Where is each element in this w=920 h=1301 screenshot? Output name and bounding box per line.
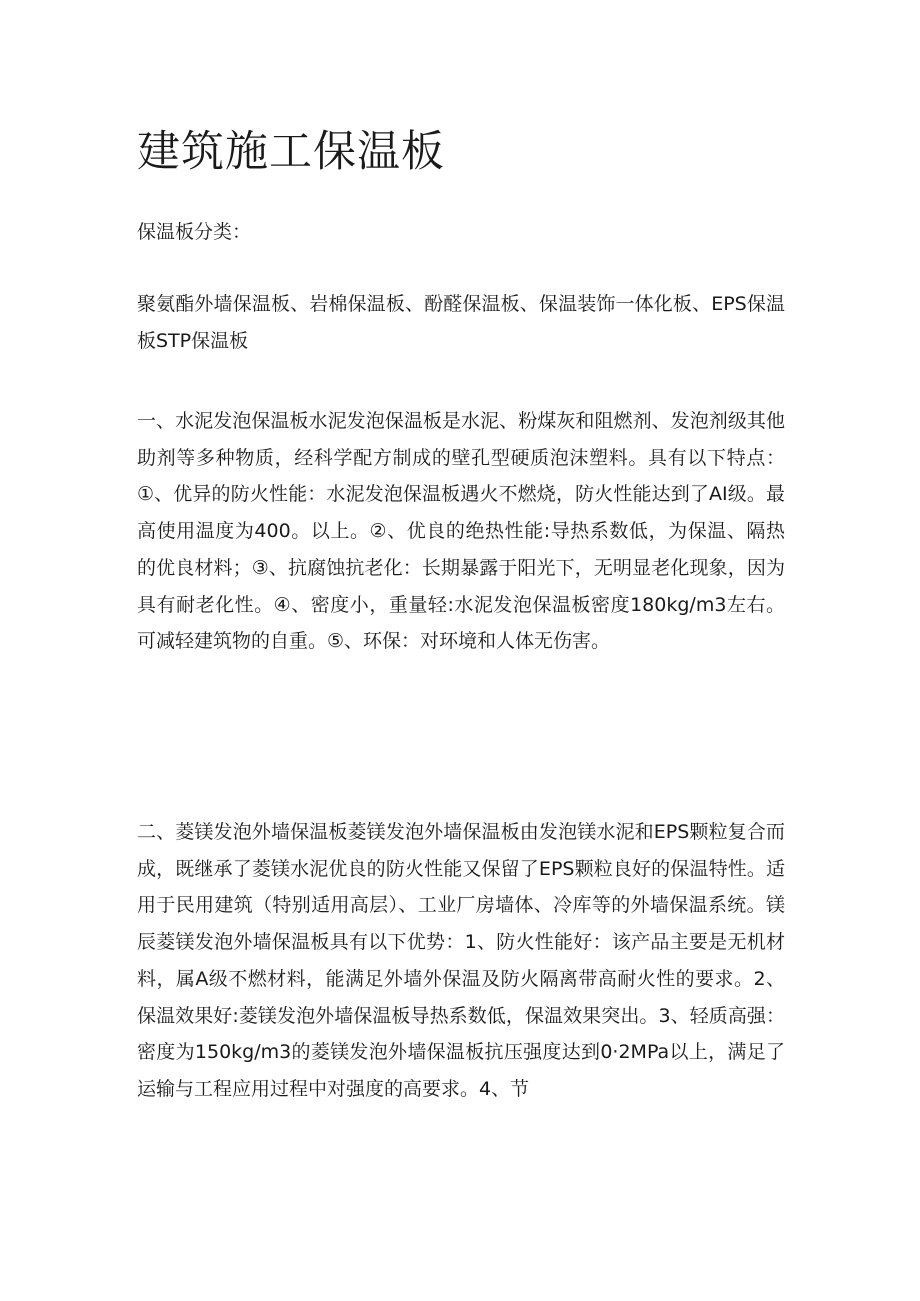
document-title: 建筑施工保温板 (137, 127, 445, 177)
magnesium-foam-board-paragraph: 二、菱镁发泡外墙保温板菱镁发泡外墙保温板由发泡镁水泥和EPS颗粒复合而成，既继承了菱镁水泥优良的防火性能又保留了EPS颗粒良好的保温特性。适用于民用建筑（特别适用高层）、工业厂房墙体、冷库等的外墙保温系统。镁辰菱镁发泡外墙保温板具有以下优势：1、防火性能好：该产品主要是无机材料，属A级不燃材料，能满足外墙外保温及防火隔离带高耐火性的要求。2、保温效果好:菱镁发泡外墙保温板导热系数低，保温效果突出。3、轻质高强：密度为150kg∕m3的菱镁发泡外墙保温板抗压强度达到0·2MPa以上，满足了运输与工程应用过程中对强度的高要求。4、节 (137, 821, 785, 1100)
cement-foam-board-paragraph: 一、水泥发泡保温板水泥发泡保温板是水泥、粉煤灰和阻燃剂、发泡剂级其他助剂等多种物质，经科学配方制成的壁孔型硬质泡沫塑料。具有以下特点：①、优异的防火性能：水泥发泡保温板遇火不燃烧，防火性能达到了AI级。最高使用温度为400。以上。②、优良的绝热性能:导热系数低，为保温、隔热的优良材料；③、抗腐蚀抗老化：长期暴露于阳光下，无明显老化现象，因为具有耐老化性。④、密度小，重量轻:水泥发泡保温板密度180kg∕m3左右。可减轻建筑物的自重。⑤、环保：对环境和人体无伤害。 (137, 410, 785, 653)
category-label-paragraph: 保温板分类： (137, 221, 252, 243)
board-types-paragraph: 聚氨酯外墙保温板、岩棉保温板、酚醛保温板、保温装饰一体化板、EPS保温板STP保温板 (137, 293, 785, 352)
